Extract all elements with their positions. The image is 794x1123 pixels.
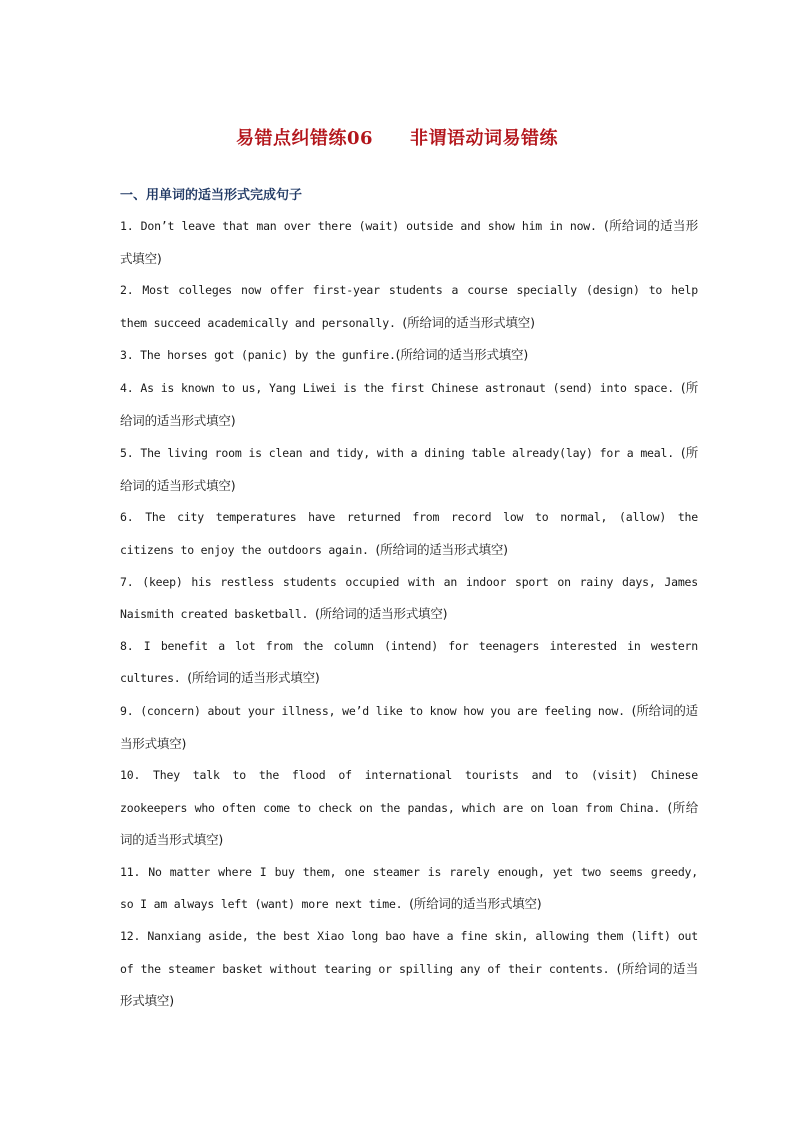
question-9 (120, 695, 698, 760)
question-2-instruction: (所给词的适当形式填空) (402, 314, 535, 330)
question-5-text: 5. The living room is clean and tidy, with a dining table already(lay) for a meal. (120, 446, 681, 461)
question-7-text: 7. (keep) his restless students occupied with an indoor sport on rainy days, James Naismith created basketball. (120, 574, 698, 622)
question-12 (120, 921, 698, 1018)
question-3-instruction: (所给词的适当形式填空) (395, 347, 529, 363)
question-6-instruction: (所给词的适当形式填空) (375, 541, 508, 557)
question-8-instruction: (所给词的适当形式填空) (187, 670, 320, 686)
question-1 (120, 210, 698, 275)
question-10-text: 10. They talk to the flood of international tourists and to (visit) Chinese zookeepers who often come to check on the pandas, which are on loan from China. (120, 768, 698, 815)
question-9-text: 9. (concern) about your illness, we’d like to know how you are feeling now. (120, 703, 632, 718)
question-11-text: 11. No matter where I buy them, one steamer is rarely enough, yet two seems greedy, so I am always left (want) more next time. (120, 864, 698, 912)
question-10-instruction: (所给词的适当形式填空) (120, 799, 699, 848)
question-4-instruction: (所给词的适当形式填空) (120, 379, 698, 428)
question-12-text: 12. Nanxiang aside, the best Xiao long bao have a fine skin, allowing them (lift) out of the steamer basket without tearing or spilling any of their contents. (120, 929, 698, 976)
question-1-text: 1. Don’t leave that man over there (wait) outside and show him in now. (120, 219, 604, 233)
question-10 (120, 760, 698, 857)
question-8-text: 8. I benefit a lot from the column (intend) for teenagers interested in western cultures. (120, 638, 698, 686)
question-1-instruction: (所给词的适当形式填空) (120, 218, 698, 266)
section-heading: 一、用单词的适当形式完成句子 (120, 188, 303, 203)
question-12-instruction: (所给词的适当形式填空) (120, 960, 698, 1009)
question-8 (120, 631, 698, 695)
question-5 (120, 437, 698, 502)
question-list (120, 210, 698, 1018)
question-11 (120, 857, 698, 921)
question-3-text: 3. The horses got (panic) by the gunfire. (120, 348, 396, 363)
question-6-text: 6. The city temperatures have returned from record low to normal, (allow) the citizens to enjoy the outdoors again. (120, 510, 698, 557)
question-2 (120, 275, 698, 339)
question-6 (120, 502, 698, 566)
question-7 (120, 567, 698, 631)
question-11-instruction: (所给词的适当形式填空) (409, 896, 542, 912)
question-2-text: 2. Most colleges now offer first-year students a course specially (design) to help them succeed academically and personally. (120, 283, 698, 330)
question-3 (120, 339, 698, 372)
question-9-instruction: (所给词的适当形式填空) (120, 702, 698, 751)
document-title: 易错点纠错练06 非谓语动词易错练 (235, 128, 559, 149)
question-4 (120, 372, 698, 437)
question-4-text: 4. As is known to us, Yang Liwei is the first Chinese astronaut (send) into space. (120, 380, 681, 395)
question-7-instruction: (所给词的适当形式填空) (314, 606, 448, 622)
question-5-instruction: (所给词的适当形式填空) (120, 445, 698, 493)
